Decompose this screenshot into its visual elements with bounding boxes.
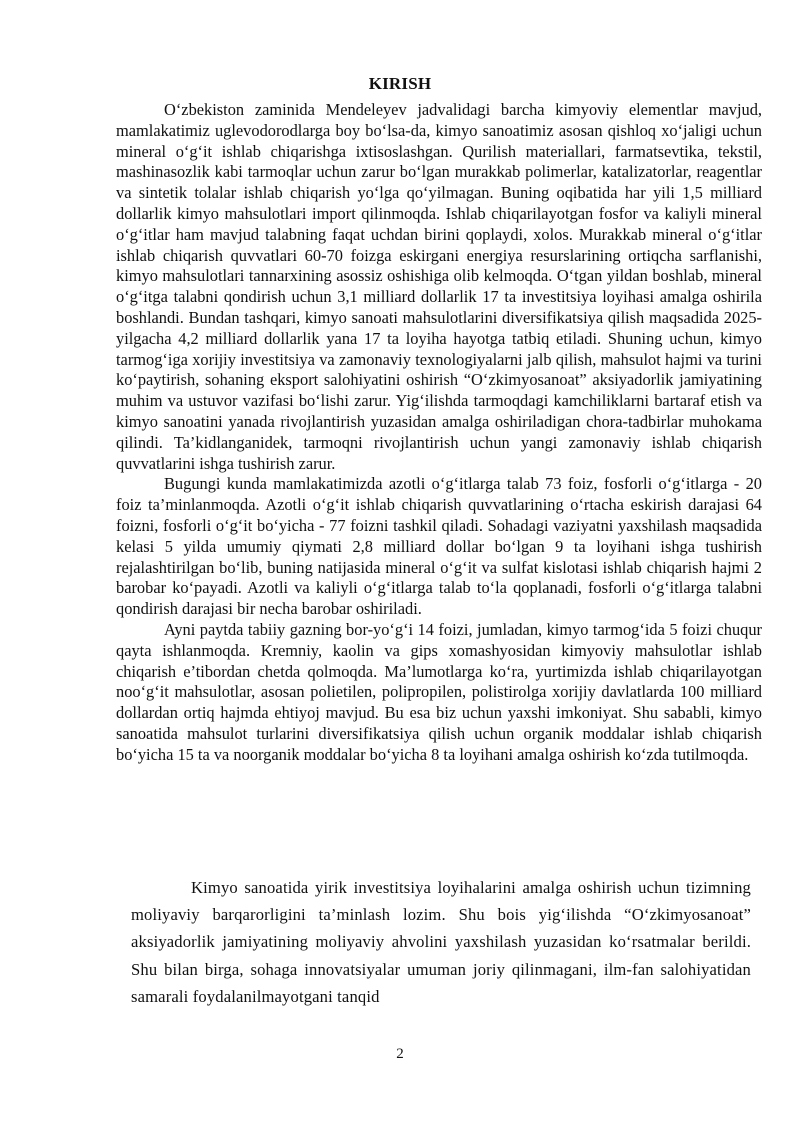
paragraph-1: O‘zbekiston zaminida Mendeleyev jadvalidagi barcha kimyoviy elementlar mavjud, mamlakatimiz uglevodorodlarga boy bo‘lsa-da, kimyo sanoatimiz asosan qishloq xo‘jaligi uchun mineral o‘g‘it ishlab chiqarishga ixtisoslashgan. Qurilish materiallari, farmatsevtika, tekstil, mashinasozlik kabi tarmoqlar uchun zarur bo‘lgan murakkab polimerlar, katalizatorlar, reagentlar va sintetik tolalar ishlab chiqarish yo‘lga qo‘yilmagan. Buning oqibatida har yili 1,5 milliard dollarlik kimyo mahsulotlari import qilinmoqda. Ishlab chiqarilayotgan fosfor va kaliyli mineral o‘g‘itlar ham mavjud talabning faqat uchdan birini qoplaydi, xolos. Murakkab mineral o‘g‘itlar ishlab chiqarish quvvatlari 60-70 foizga eskirgani energiya resurslarining ortiqcha sarflanishi, kimyo mahsulotlari tannarxining asossiz oshishiga olib kelmoqda. O‘tgan yildan boshlab, mineral o‘g‘itga talabni qondirish uchun 3,1 milliard dollarlik 17 ta investitsiya loyihasi amalga oshirila boshlandi. Bundan tashqari, kimyo sanoati mahsulotlarini diversifikatsiya qilish maqsadida 2025-yilgacha 4,2 milliard dollarlik yana 17 ta loyiha hayotga tatbiq etiladi. Shuning uchun, kimyo tarmog‘iga xorijiy investitsiya va zamonaviy texnologiyalarni jalb qilish, mahsulot hajmi va turini ko‘paytirish, sohaning eksport salohiyatini oshirish “O‘zkimyosanoat” aksiyadorlik jamiyatining muhim va ustuvor vazifasi bo‘lishi zarur. Yig‘ilishda tarmoqdagi kamchiliklarni bartaraf etish va kimyo sanoatini yanada rivojlantirish yuzasidan amalga oshiriladigan chora-tadbirlar muhokama qilindi. Ta’kidlanganidek, tarmoqni rivojlantirish uchun yangi zamonaviy ishlab chiqarish quvvatlarini ishga tushirish zarur. xyxy=(116,100,762,473)
body-text-continued xyxy=(131,874,751,1010)
section-title: KIRISH xyxy=(368,74,432,93)
paragraph-2: Bugungi kunda mamlakatimizda azotli o‘g‘itlarga talab 73 foiz, fosforli o‘g‘itlarga - 20 foiz ta’minlanmoqda. Azotli o‘g‘it ishlab chiqarish quvvatlarining o‘rtacha eskirish darajasi 64 foizni, fosforli o‘g‘it bo‘yicha - 77 foizni tashkil qiladi. Sohadagi vaziyatni yaxshilash maqsadida kelasi 5 yilda umumiy qiymati 2,8 milliard dollar bo‘lgan 9 ta loyihani ishga tushirish rejalashtirilgan bo‘lib, buning natijasida mineral o‘g‘it va sulfat kislotasi ishlab chiqarish hajmi 2 barobar ko‘payadi. Azotli va kaliyli o‘g‘itlarga talab to‘la qoplanadi, fosforli o‘g‘itlarga talabni qondirish darajasi bir necha barobar oshiriladi. xyxy=(116,474,762,619)
paragraph-4: Kimyo sanoatida yirik investitsiya loyihalarini amalga oshirish uchun tizimning moliyaviy barqarorligini ta’minlash lozim. Shu bois yig‘ilishda “O‘zkimyosanoat” aksiyadorlik jamiyatining moliyaviy ahvolini yaxshilash yuzasidan ko‘rsatmalar berildi. Shu bilan birga, sohaga innovatsiyalar umuman joriy qilinmagani, ilm-fan salohiyatidan samarali foydalanilmayotgani tanqid xyxy=(131,878,751,1006)
paragraph-3: Ayni paytda tabiiy gazning bor-yo‘g‘i 14 foizi, jumladan, kimyo tarmog‘ida 5 foizi chuqur qayta ishlanmoqda. Kremniy, kaolin va gips xomashyosidan kimyoviy mahsulotlar ishlab chiqarish e’tibordan chetda qolmoqda. Ma’lumotlarga ko‘ra, yurtimizda ishlab chiqarilayotgan noo‘g‘it mahsulotlar, asosan polietilen, polipropilen, polistirolga xorijiy davlatlarda 100 milliard dollardan ortiq hajmda ehtiyoj mavjud. Bu esa biz uchun yaxshi imkoniyat. Shu sababli, kimyo sanoatida mahsulot turlarini diversifikatsiya qilish uchun organik moddalar ishlab chiqarish bo‘yicha 15 ta va noorganik moddalar bo‘yicha 8 ta loyihani amalga oshirish ko‘zda tutilmoqda. xyxy=(116,619,762,764)
body-text xyxy=(116,100,762,766)
page-number: 2 xyxy=(396,1046,404,1062)
